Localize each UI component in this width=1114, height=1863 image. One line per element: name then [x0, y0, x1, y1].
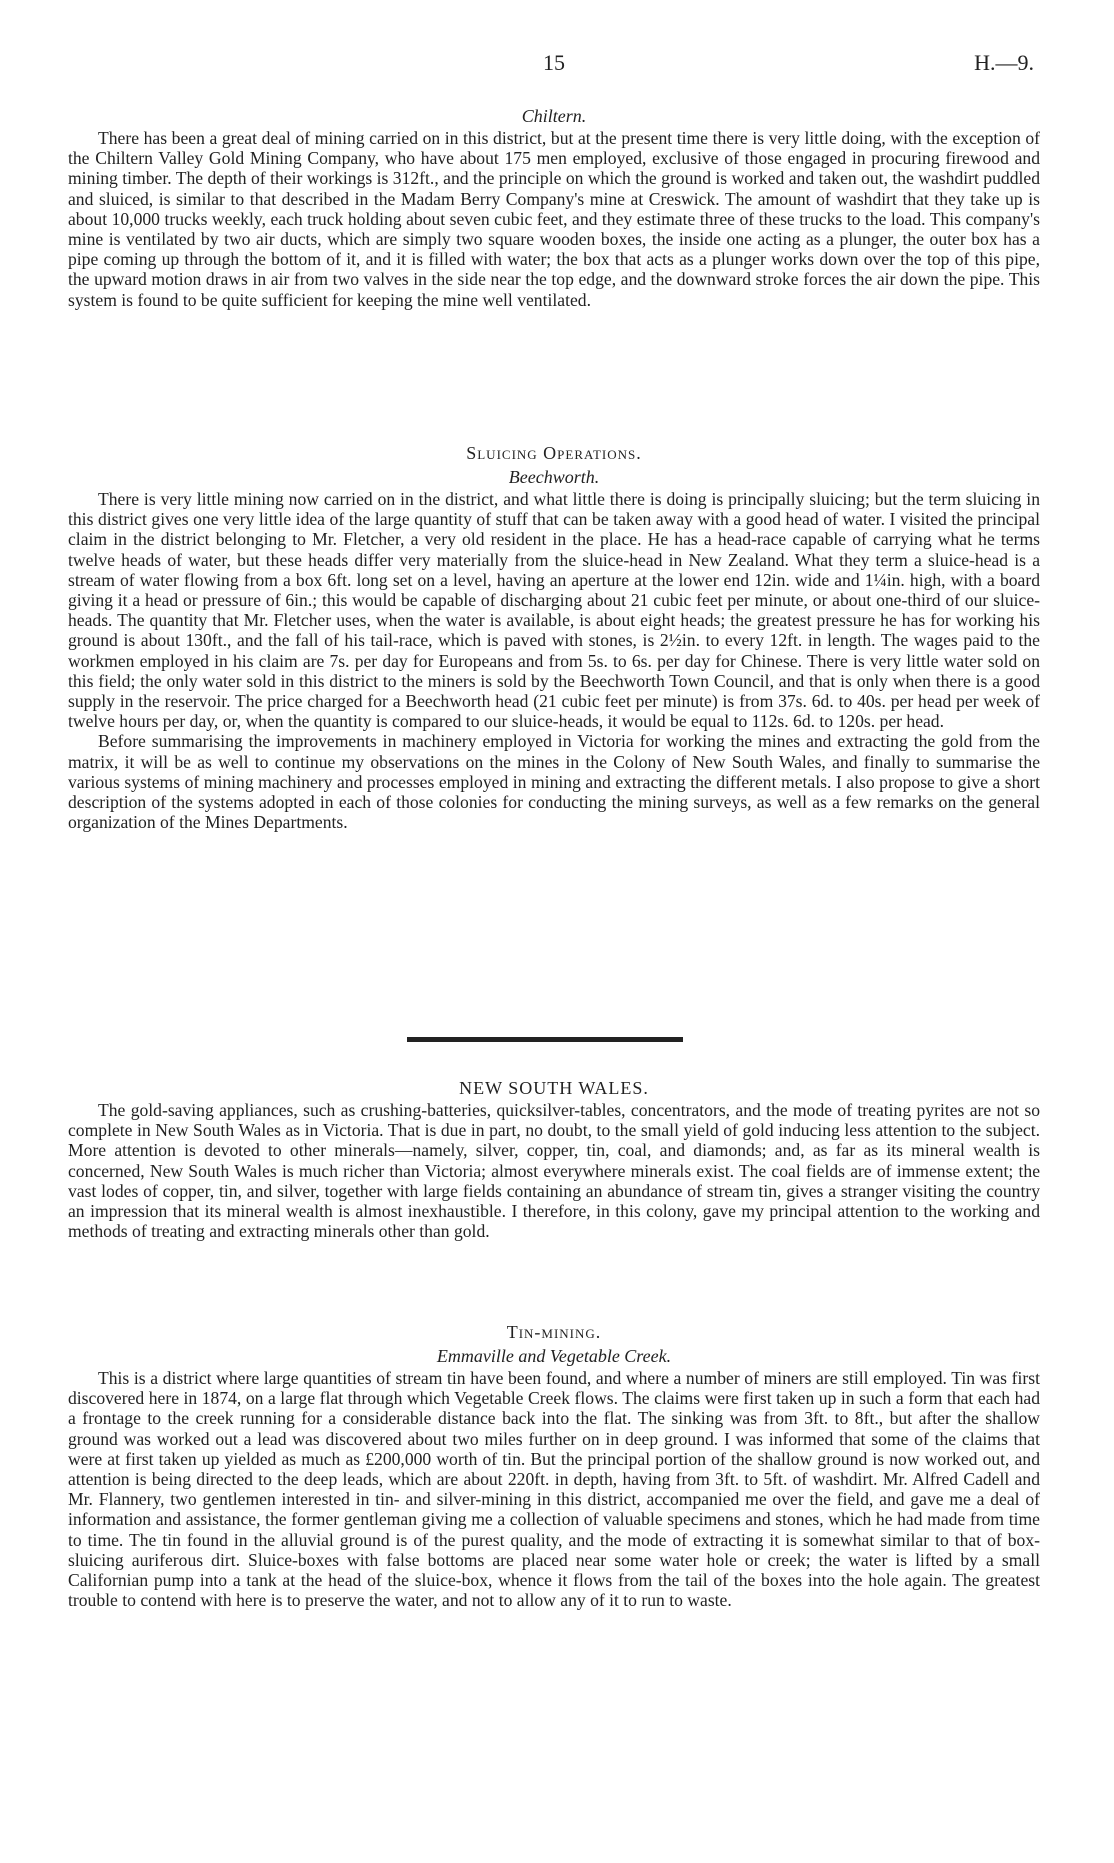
section-divider-rule	[407, 1037, 683, 1042]
new-south-wales-section	[68, 1076, 1040, 1241]
chiltern-heading: Chiltern.	[521, 106, 587, 126]
new-south-wales-heading: NEW SOUTH WALES.	[459, 1078, 649, 1098]
beechworth-paragraph-2: Before summarising the improvements in machinery employed in Victoria for working the mines and extracting the gold from the matrix, it will be as well to continue my observations on the mines in the Colony of New South Wales, and finally to summarise the various systems of mining machinery and processes employed in mining and extracting the different metals. I also propose to give a short description of the systems adopted in each of those colonies for conducting the mining surveys, as well as a few remarks on the general organization of the Mines Departments.	[68, 731, 1040, 833]
tin-mining-heading: Tin-mining.	[506, 1322, 602, 1342]
sluicing-section	[68, 441, 1040, 832]
emmaville-heading: Emmaville and Vegetable Creek.	[436, 1346, 672, 1366]
chiltern-paragraph: There has been a great deal of mining carried on in this district, but at the present time there is very little doing, with the exception of the Chiltern Valley Gold Mining Company, who have about 175 men employed, exclusive of those engaged in procuring firewood and mining timber. The depth of their workings is 312ft., and the principle on which the ground is worked and taken out, the washdirt puddled and sluiced, is similar to that described in the Madam Berry Company's mine at Creswick. The amount of washdirt that they take up is about 10,000 trucks weekly, each truck holding about seven cubic feet, and they estimate three of these trucks to the load. This company's mine is ventilated by two air ducts, which are simply two square wooden boxes, the inside one acting as a plunger, the outer box has a pipe coming up through the bottom of it, and it is filled with water; the box that acts as a plunger works down over the top of this pipe, the upward motion draws in air from two valves in the side near the top edge, and the downward stroke forces the air down the pipe. This system is found to be quite sufficient for keeping the mine well ventilated.	[68, 128, 1040, 310]
new-south-wales-paragraph: The gold-saving appliances, such as crushing-batteries, quicksilver-tables, concentrators, and the mode of treating pyrites are not so complete in New South Wales as in Victoria. That is due in part, no doubt, to the small yield of gold inducing less attention to the subject. More attention is devoted to other minerals—namely, silver, copper, tin, coal, and diamonds; and, as far as its mineral wealth is concerned, New South Wales is much richer than Victoria; almost everywhere minerals exist. The coal fields are of immense extent; the vast lodes of copper, tin, and silver, together with large fields containing an abundance of stream tin, gives a stranger visiting the country an impression that its mineral wealth is almost inexhaustible. I therefore, in this colony, gave my principal attention to the working and methods of treating and extracting minerals other than gold.	[68, 1100, 1040, 1242]
chiltern-section	[68, 104, 1040, 310]
page-number: 15	[543, 50, 565, 75]
running-head	[0, 50, 1114, 82]
tin-mining-section	[68, 1320, 1040, 1610]
beechworth-heading: Beechworth.	[508, 467, 600, 487]
emmaville-paragraph: This is a district where large quantities of stream tin have been found, and where a number of miners are still employed. Tin was first discovered here in 1874, on a large flat through which Vegetable Creek flows. The claims were first taken up in such a form that each had a frontage to the creek running for a considerable distance back into the flat. The sinking was from 3ft. to 8ft., but after the shallow ground was worked out a lead was discovered about two miles further on in deep ground. I was informed that some of the claims that were at first taken up yielded as much as £200,000 worth of tin. But the principal portion of the shallow ground is now worked out, and attention is being directed to the deep leads, which are about 220ft. in depth, having from 3ft. to 5ft. of washdirt. Mr. Alfred Cadell and Mr. Flannery, two gentlemen interested in tin- and silver-mining in this district, accompanied me over the field, and gave me a deal of information and assistance, the former gentleman giving me a collection of valuable specimens and stones, which he had made from time to time. The tin found in the alluvial ground is of the purest quality, and the mode of extracting it is somewhat similar to that of box-sluicing auriferous dirt. Sluice-boxes with false bottoms are placed near some water hole or creek; the water is lifted by a small Californian pump into a tank at the head of the sluice-box, whence it flows from the tail of the boxes into the hole again. The greatest trouble to contend with here is to preserve the water, and not to allow any of it to run to waste.	[68, 1368, 1040, 1611]
beechworth-paragraph-1: There is very little mining now carried on in the district, and what little there is doing is principally sluicing; but the term sluicing in this district gives one very little idea of the large quantity of stuff that can be taken away with a good head of water. I visited the principal claim in the district belonging to Mr. Fletcher, a very old resident in the place. He has a head-race capable of carrying what he terms twelve heads of water, but these heads differ very materially from the sluice-head in New Zealand. What they term a sluice-head is a stream of water flowing from a box 6ft. long set on a level, having an aperture at the lower end 12in. wide and 1¼in. high, with a board giving it a head or pressure of 6in.; this would be capable of discharging about 21 cubic feet per minute, or about one-third of our sluice-heads. The quantity that Mr. Fletcher uses, when the water is available, is about eight heads; the greatest pressure he has for working his ground is about 130ft., and the fall of his tail-race, which is paved with stones, is 2½in. to every 12ft. in length. The wages paid to the workmen employed in his claim are 7s. per day for Europeans and from 5s. to 6s. per day for Chinese. There is very little water sold on this field; the only water sold in this district to the miners is sold by the Beechworth Town Council, and that is only when there is a good supply in the reservoir. The price charged for a Beechworth head (21 cubic feet per minute) is from 37s. 6d. to 40s. per head per week of twelve hours per day, or, when the quantity is compared to our sluice-heads, it would be equal to 112s. 6d. to 120s. per head.	[68, 489, 1040, 732]
sluicing-heading: Sluicing Operations.	[466, 443, 642, 463]
document-reference: H.—9.	[974, 50, 1034, 75]
